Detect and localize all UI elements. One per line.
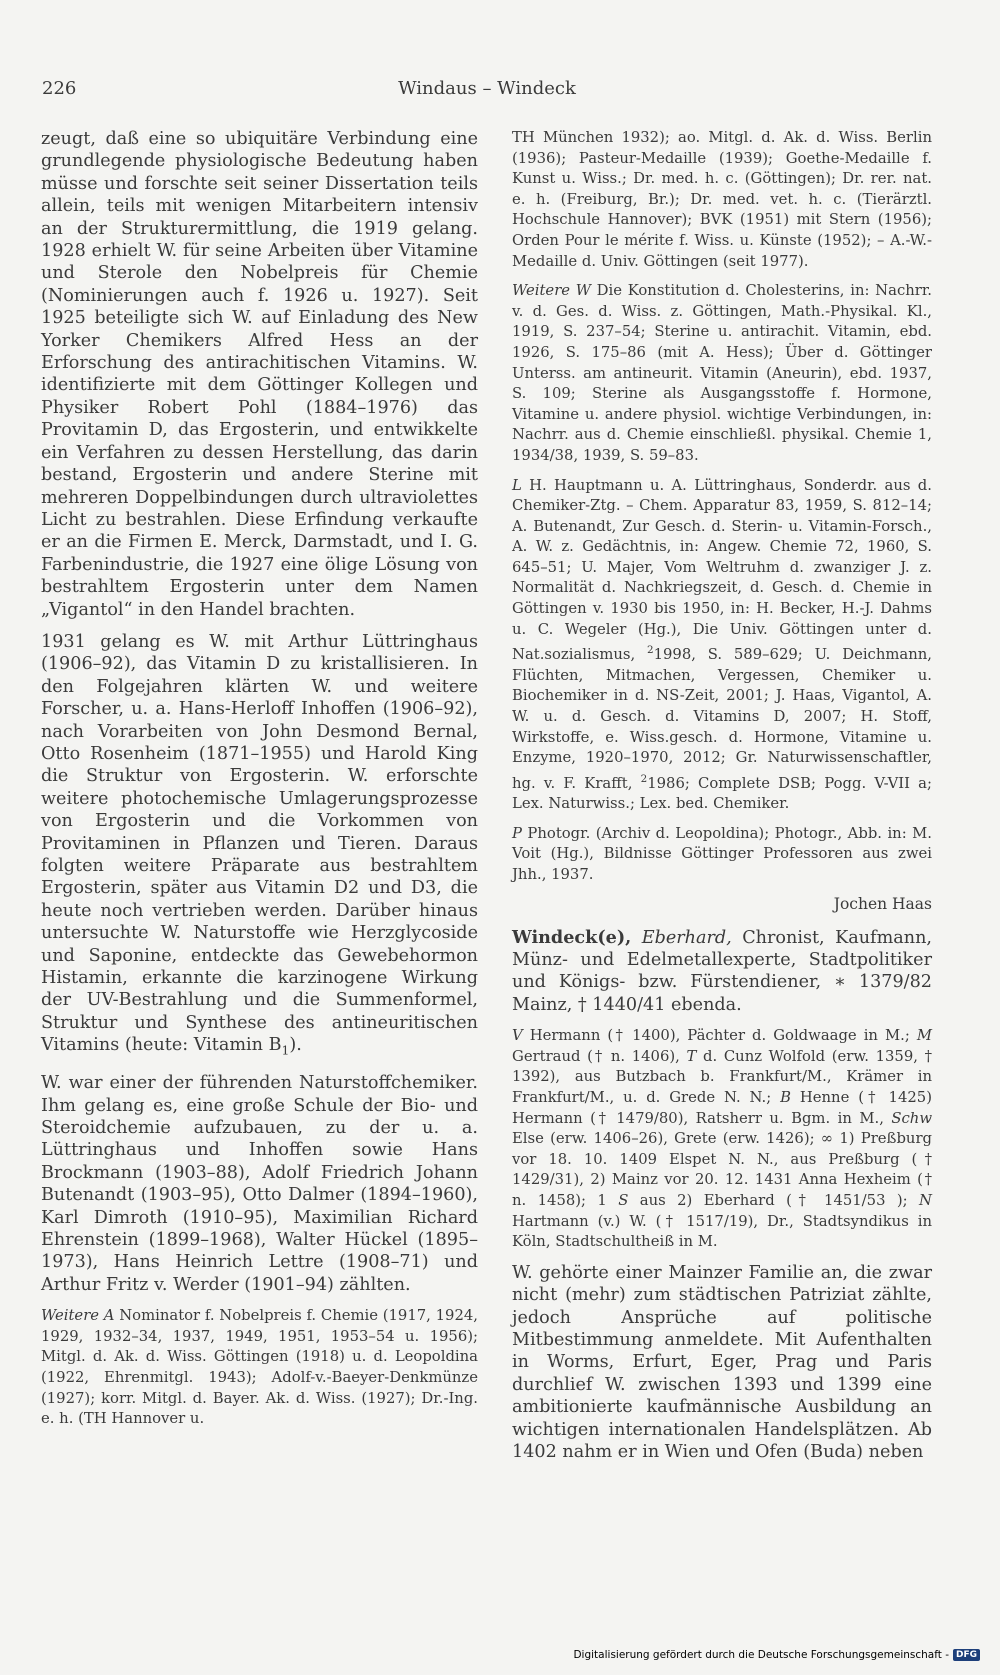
section-text: Else (erw. 1406–26), Grete (erw. 1426); ∞ 1) Preßburg vor 18. 10. 1409 Elspet N. N., aus Preßburg († 1429/31), 2) Mainz vor 20. 12. 1431 Anna Hexheim († n. 1458); 1 — [512, 1130, 932, 1209]
subscript: 1 — [281, 1043, 290, 1058]
literature-section — [512, 476, 932, 815]
footer-credit — [573, 1649, 980, 1661]
section-label: L — [512, 476, 522, 494]
section-text: Henne († 1425) Hermann († 1479/80), Ratsherr u. Bgm. in M., — [512, 1089, 932, 1127]
page-header — [42, 78, 932, 106]
section-text: Die Konstitution d. Cholesterins, in: Nachrr. v. d. Ges. d. Wiss. z. Göttingen, Math.-Physikal. Kl., 1919, S. 237–54; Sterine u. antirachit. Vitamin, ebd. 1926, S. 175–86 (mit A. Hess); Über d. Göttinger Unterss. am antineurit. Vitamin (Aneurin), ebd. 1937, S. 109; Sterine als Ausgangsstoffe f. Hormone, Vitamine u. andere physiol. wichtige Verbindungen, in: Nachrr. aus d. Chemie einschließl. physikal. Chemie 1, 1934/38, 1939, S. 59–83. — [512, 282, 932, 464]
section-text: Photogr. (Archiv d. Leopoldina); Photogr., Abb. in: M. Voit (Hg.), Bildnisse Göttinger Professoren aus zwei Jhh., 1937. — [512, 824, 932, 884]
section-text: 1986; Complete DSB; Pogg. V-VII a; Lex. Naturwiss.; Lex. bed. Chemiker. — [512, 774, 932, 813]
section-text: Hermann († 1400), Pächter d. Goldwaage in M.; — [522, 1027, 917, 1045]
section-text: aus 2) Eberhard († 1451/53 ); — [628, 1192, 920, 1209]
section-label: B — [780, 1089, 791, 1107]
section-text: Gertraud († n. 1406), — [512, 1047, 687, 1065]
section-label: N — [919, 1192, 932, 1209]
section-label: V — [512, 1027, 523, 1045]
entry-description: Chronist, Kaufmann, Münz- und Edelmetallexperte, Stadtpolitiker und Königs- bzw. Fürstendiener, ∗ 1379/82 Mainz, † 1440/41 ebenda. — [512, 927, 932, 1015]
footer-text: Digitalisierung gefördert durch die Deutsche Forschungsgemeinschaft - — [573, 1649, 949, 1661]
section-label: P — [512, 824, 522, 842]
section-text: H. Hauptmann u. A. Lüttringhaus, Sonderdr. aus d. Chemiker-Ztg. – Chem. Apparatur 83, 1959, S. 812–14; A. Butenandt, Zur Gesch. d. Sterin- u. Vitamin-Forsch., A. W. z. Gedächtnis, in: Angew. Chemie 72, 1960, S. 645–51; U. Majer, Vom Weltruhm d. zwanziger J. z. Normalität d. Nachkriegszeit, d. Gesch. d. Chemie in Göttingen v. 1930 bis 1950, in: H. Becker, H.-J. Dahms u. C. Wegeler (Hg.), Die Univ. Göttingen unter d. Nat.sozialismus, — [512, 476, 932, 664]
page-number: 226 — [42, 78, 77, 99]
paragraph: W. war einer der führenden Naturstoffchemiker. Ihm gelang es, eine große Schule der Bio- und Steroidchemie aufzubauen, zu der u. a. Lüttringhaus und Inhoffen sowie Hans Brockmann (1903–88), Adolf Friedrich Johann Butenandt (1903–95), Otto Dalmer (1894–1960), Karl Dimroth (1910–95), Maximilian Richard Ehrenstein (1899–1968), Walter Hückel (1895–1973), Hans Heinrich Lettre (1908–71) und Arthur Fritz v. Werder (1901–94) zählten. — [41, 1073, 478, 1295]
left-column — [41, 128, 478, 1439]
author-signature: Jochen Haas — [833, 894, 932, 913]
section-text: Hartmann (v.) W. († 1517/19), Dr., Stadtsyndikus in Köln, Stadtschultheiß in M. — [512, 1212, 932, 1251]
section-label: S — [618, 1192, 629, 1209]
section-text: Nominator f. Nobelpreis f. Chemie (1917, 1924, 1929, 1932–34, 1937, 1949, 1951, 1953–54 u. 1956); Mitgl. d. Ak. d. Wiss. Göttingen (1918) u. d. Leopoldina (1922, Ehrenmitgl. 1943); Adolf-v.-Baeyer-Denkmünze (1927); korr. Mitgl. d. Bayer. Ak. d. Wiss. (1927); Dr.-Ing. e. h. (TH Hannover u. — [41, 1307, 478, 1428]
right-column — [512, 128, 932, 1473]
section-label: T — [686, 1047, 697, 1065]
section-text: d. Cunz Wolfold (erw. 1359, † 1392), aus Butzbach b. Frankfurt/M., Krämer in Frankfurt/M., u. d. Grede N. N.; — [512, 1047, 932, 1107]
awards-continued: TH München 1932); ao. Mitgl. d. Ak. d. Wiss. Berlin (1936); Pasteur-Medaille (1939); Goethe-Medaille f. Kunst u. Wiss.; Dr. med. h. c. (Göttingen); Dr. rer. nat. e. h. (Freiburg, Br.); Dr. med. vet. h. c. (Tierärztl. Hochschule Hannover); BVK (1951) mit Stern (1956); Orden Pour le mérite f. Wiss. u. Künste (1952); – A.-W.-Medaille d. Univ. Göttingen (seit 1977). — [512, 129, 932, 270]
works-section — [512, 281, 932, 466]
entry-name: Windeck(e), — [512, 926, 632, 948]
section-text: 1998, S. 589–629; U. Deichmann, Flüchten, Mitmachen, Vergessen, Chemiker u. Biochemiker in d. NS-Zeit, 2001; J. Haas, Vigantol, A. W. u. d. Gesch. d. Vitamins D, 2007; H. Stoff, Wirkstoffe, e. Wiss.gesch. d. Hormone, Vitamine u. Enzyme, 1920–1970, 2012; Gr. Naturwissenschaftler, hg. v. F. Krafft, — [512, 646, 932, 792]
superscript: 2 — [640, 772, 648, 785]
paragraph: zeugt, daß eine so ubiquitäre Verbindung eine grundlegende physiologische Bedeutung haben müsse und forschte seit seiner Dissertation teils allein, teils mit wenigen Mitarbeitern intensiv an der Strukturermittlung, die 1919 gelang. 1928 erhielt W. für seine Arbeiten über Vitamine und Sterole den Nobelpreis für Chemie (Nominierungen auch f. 1926 u. 1927). Seit 1925 beteiligte sich W. auf Einladung des New Yorker Chemikers Alfred Hess an der Erforschung des antirachitischen Vitamins. W. identifizierte mit dem Göttinger Kollegen und Physiker Robert Pohl (1884–1976) das Provitamin D, das Ergosterin, und entwikkelte ein Verfahren zu dessen Herstellung, das darin bestand, Ergosterin und andere Sterine mit mehreren Doppelbindungen durch ultraviolettes Licht zu bestrahlen. Diese Erfindung verkaufte er an die Firmen E. Merck, Darmstadt, und I. G. Farbenindustrie, die 1927 eine ölige Lösung von bestrahltem Ergosterin unter dem Namen „Vigantol“ in den Handel brachten. — [41, 129, 478, 620]
section-label: Schw — [891, 1109, 932, 1127]
awards-section — [41, 1306, 478, 1430]
entry-firstname: Eberhard, — [641, 927, 732, 948]
superscript: 2 — [647, 644, 654, 657]
genealogy-section — [512, 1026, 932, 1253]
entry-heading — [512, 927, 932, 1017]
section-label: M — [916, 1027, 932, 1045]
portrait-section — [512, 824, 932, 886]
running-head: Windaus – Windeck — [398, 78, 576, 99]
section-label: Weitere A — [41, 1307, 115, 1325]
paragraph — [41, 631, 478, 1062]
paragraph: W. gehörte einer Mainzer Familie an, die zwar nicht (mehr) zum städtischen Patriziat zählte, jedoch Ansprüche auf politische Mitbestimmung anmeldete. Mit Aufenthalten in Worms, Erfurt, Eger, Prag und Paris durchlief W. zwischen 1393 und 1399 eine ambitionierte kaufmännische Ausbildung an wichtigen internationalen Handelsplätzen. Ab 1402 nahm er in Wien und Ofen (Buda) neben — [512, 1262, 932, 1463]
paragraph-text: 1931 gelang es W. mit Arthur Lüttringhaus (1906–92), das Vitamin D zu kristallisieren. In den Folgejahren klärten W. und weitere Forscher, u. a. Hans-Herloff Inhoffen (1906–92), nach Vorarbeiten von John Desmond Bernal, Otto Rosenheim (1871–1955) und Harold King die Struktur von Ergosterin. W. erforschte weitere photochemische Umlagerungsprozesse von Ergosterin und die Vorkommen von Provitaminen in Pflanzen und Tieren. Daraus folgten weitere Präparate aus bestrahltem Ergosterin, später aus Vitamin D2 und D3, die heute noch vertrieben werden. Darüber hinaus untersuchte W. Naturstoffe wie Herzglycoside und Saponine, entdeckte das Gewebehormon Histamin, erkannte die karzinogene Wirkung der UV-Bestrahlung und die Summenformel, Struktur und Synthese des antineuritischen Vitamins (heute: Vitamin B — [41, 631, 478, 1056]
section-label: Weitere W — [512, 282, 591, 300]
paragraph-text: ). — [289, 1035, 302, 1056]
dfg-logo: DFG — [953, 1649, 980, 1661]
